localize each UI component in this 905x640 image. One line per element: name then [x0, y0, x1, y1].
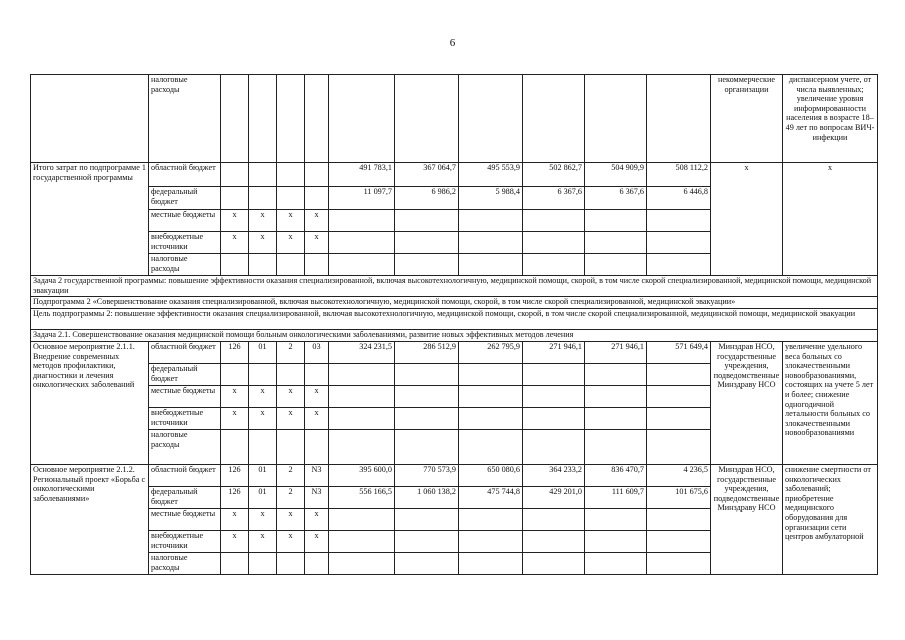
amount-cell: 571 649,4 [647, 342, 711, 364]
amount-cell: 836 470,7 [585, 465, 647, 487]
code-cell: x [277, 386, 305, 408]
executor-cell: некоммерческие организации [711, 75, 783, 163]
code-cell: 126 [221, 487, 249, 509]
source-label: внебюджетные источники [149, 232, 221, 254]
code-cell: x [305, 386, 329, 408]
source-label: областной бюджет [149, 342, 221, 364]
amount-cell: 504 909,9 [585, 163, 647, 187]
goal-2-text: Цель подпрограммы 2: повышение эффективности оказания специализированной, включая высокотехнологичную, медицинской помощи, скорой, в том числе скорой специализированной, медицинской помощи, медицинской эвакуации [31, 309, 878, 330]
table-row [31, 75, 878, 163]
goal-row [31, 309, 878, 330]
amount-cell: 6 367,6 [523, 187, 585, 210]
source-label: федеральный бюджет [149, 187, 221, 210]
table-row [31, 465, 878, 487]
amount-cell: 367 064,7 [395, 163, 459, 187]
code-cell: x [277, 408, 305, 430]
code-cell: x [277, 210, 305, 232]
amount-cell: 111 609,7 [585, 487, 647, 509]
page-number: 6 [449, 37, 456, 49]
row-title: Итого затрат по подпрограмме 1 государственной программы [31, 163, 149, 276]
code-cell: x [221, 531, 249, 553]
amount-cell: 6 986,2 [395, 187, 459, 210]
code-cell: x [249, 531, 277, 553]
code-cell: x [249, 386, 277, 408]
table-row [31, 163, 878, 187]
code-cell: 2 [277, 342, 305, 364]
source-label: федеральный бюджет [149, 487, 221, 509]
amount-cell: 429 201,0 [523, 487, 585, 509]
executor-cell: Минздрав НСО, государственные учреждения, подведомственные Минздраву НСО [711, 342, 783, 465]
source-label: областной бюджет [149, 465, 221, 487]
code-cell: 01 [249, 342, 277, 364]
code-cell: x [221, 408, 249, 430]
code-cell: 01 [249, 465, 277, 487]
subprogram-2-text: Подпрограмма 2 «Совершенствование оказания специализированной, включая высокотехнологичную, медицинской помощи, скорой, в том числе скорой специализированной, медицинской эвакуации» [31, 297, 878, 309]
source-label: налоговые расходы [149, 430, 221, 465]
code-cell: 2 [277, 465, 305, 487]
code-cell: x [305, 408, 329, 430]
code-cell: x [305, 531, 329, 553]
amount-cell: 271 946,1 [523, 342, 585, 364]
amount-cell: 5 988,4 [459, 187, 523, 210]
program-table [30, 74, 878, 575]
amount-cell: 556 166,5 [329, 487, 395, 509]
amount-cell: 101 675,6 [647, 487, 711, 509]
result-cell: x [783, 163, 878, 276]
executor-cell: x [711, 163, 783, 276]
result-cell: увеличение удельного веса больных со злокачественными новообразованиями, состоящих на учете 5 лет и более; снижение одногодичной летальности больных со злокачественными новообразованиями [783, 342, 878, 465]
amount-cell: 395 600,0 [329, 465, 395, 487]
task-2-1-text: Задача 2.1. Совершенствование оказания медицинской помощи больным онкологическими заболеваниями, развитие новых эффективных методов лечения [31, 330, 878, 342]
amount-cell: 364 233,2 [523, 465, 585, 487]
code-cell: x [249, 509, 277, 531]
subprogram-row [31, 297, 878, 309]
code-cell: x [305, 210, 329, 232]
amount-cell: 6 446,8 [647, 187, 711, 210]
source-label: местные бюджеты [149, 210, 221, 232]
code-cell: 126 [221, 342, 249, 364]
amount-cell: 475 744,8 [459, 487, 523, 509]
source-label: областной бюджет [149, 163, 221, 187]
source-label: внебюджетные источники [149, 531, 221, 553]
result-cell: снижение смертности от онкологических заболеваний; приобретение медицинского оборудования для организации сети центров амбулаторной [783, 465, 878, 575]
task-2-text: Задача 2 государственной программы: повышение эффективности оказания специализированной, включая высокотехнологичную, медицинской помощи, скорой, в том числе скорой специализированной, медицинской помощи, медицинской эвакуации [31, 276, 878, 297]
task-row [31, 276, 878, 297]
row-title: Основное мероприятие 2.1.1. Внедрение современных методов профилактики, диагностики и лечения онкологических заболеваний [31, 342, 149, 465]
source-label: местные бюджеты [149, 509, 221, 531]
amount-cell: 6 367,6 [585, 187, 647, 210]
code-cell: x [305, 509, 329, 531]
result-cell: диспансерном учете, от числа выявленных; увеличение уровня информированности населения в возрасте 18–49 лет по вопросам ВИЧ-инфекции [783, 75, 878, 163]
source-label: налоговые расходы [149, 254, 221, 276]
code-cell: x [221, 386, 249, 408]
code-cell: x [249, 210, 277, 232]
code-cell: x [221, 210, 249, 232]
code-cell: N3 [305, 487, 329, 509]
code-cell: 03 [305, 342, 329, 364]
code-cell: x [249, 408, 277, 430]
amount-cell: 324 231,5 [329, 342, 395, 364]
amount-cell: 286 512,9 [395, 342, 459, 364]
source-label: налоговые расходы [149, 553, 221, 575]
code-cell: x [249, 232, 277, 254]
amount-cell: 4 236,5 [647, 465, 711, 487]
amount-cell: 491 783,1 [329, 163, 395, 187]
code-cell: x [277, 531, 305, 553]
amount-cell: 495 553,9 [459, 163, 523, 187]
code-cell: x [221, 232, 249, 254]
row-title: Основное мероприятие 2.1.2. Региональный проект «Борьба с онкологическими заболеваниями» [31, 465, 149, 575]
code-cell: 2 [277, 487, 305, 509]
code-cell: 126 [221, 465, 249, 487]
amount-cell: 1 060 138,2 [395, 487, 459, 509]
amount-cell: 271 946,1 [585, 342, 647, 364]
amount-cell: 262 795,9 [459, 342, 523, 364]
source-label: внебюджетные источники [149, 408, 221, 430]
code-cell: x [221, 509, 249, 531]
table-row [31, 342, 878, 364]
task-row [31, 330, 878, 342]
source-label: налоговые расходы [149, 75, 221, 163]
amount-cell: 11 097,7 [329, 187, 395, 210]
amount-cell: 770 573,9 [395, 465, 459, 487]
source-label: федеральный бюджет [149, 364, 221, 386]
code-cell: 01 [249, 487, 277, 509]
code-cell: x [277, 232, 305, 254]
amount-cell: 502 862,7 [523, 163, 585, 187]
source-label: местные бюджеты [149, 386, 221, 408]
code-cell: x [277, 509, 305, 531]
amount-cell: 508 112,2 [647, 163, 711, 187]
executor-cell: Минздрав НСО, государственные учреждения, подведомственные Минздраву НСО [711, 465, 783, 575]
code-cell: x [305, 232, 329, 254]
amount-cell: 650 080,6 [459, 465, 523, 487]
code-cell: N3 [305, 465, 329, 487]
